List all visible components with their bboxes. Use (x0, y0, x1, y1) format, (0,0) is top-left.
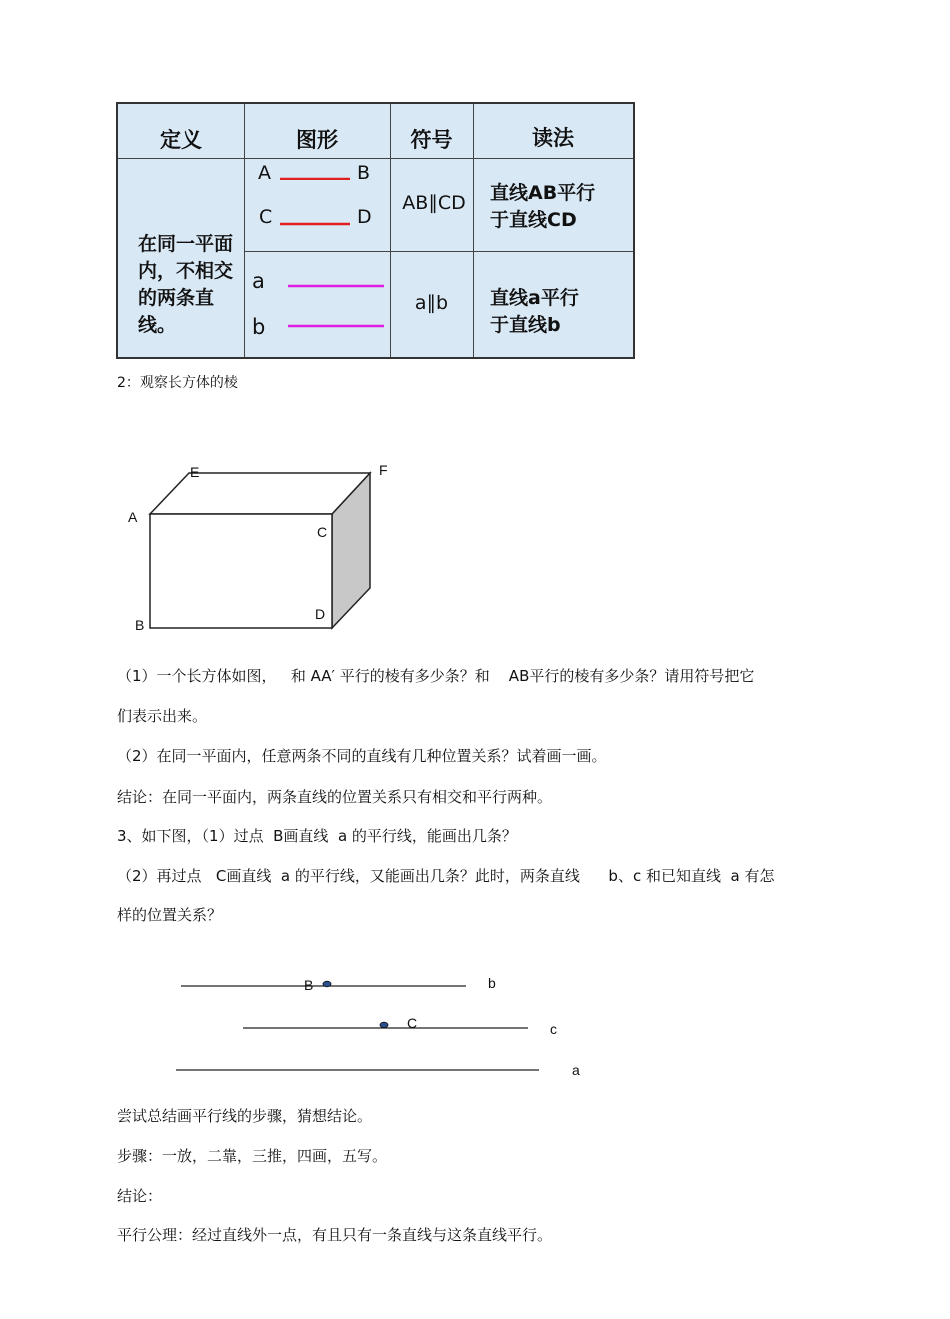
section-3-question-2-line-2: 样的位置关系？ (117, 906, 223, 924)
reading-line-2: 于直线b (490, 314, 561, 336)
question-2: （2）在同一平面内，任意两条不同的直线有几种位置关系？试着画一画。 (117, 747, 607, 765)
segment-ab (278, 172, 352, 180)
table-divider (244, 251, 633, 252)
line-label-a: a (572, 1062, 580, 1078)
reading-line-2: 于直线CD (490, 209, 577, 231)
reading-line-1: 直线a平行 (490, 287, 579, 309)
section-2-title: 2：观察长方体的棱 (117, 375, 238, 391)
symbol-a-b: a∥b (414, 292, 449, 314)
line-label-b: b (488, 975, 496, 991)
point-label-C: C (407, 1015, 418, 1031)
symbol-ab-cd: AB∥CD (402, 192, 466, 214)
definition-table (116, 102, 635, 359)
try-summary: 尝试总结画平行线的步骤，猜想结论。 (117, 1107, 373, 1125)
table-header-definition: 定义 (160, 128, 202, 152)
point-label-B: B (357, 162, 371, 184)
table-header-figure: 图形 (296, 128, 338, 152)
section-3-title: 3、如下图，（1）过点 B画直线 a 的平行线，能画出几条？ (117, 827, 517, 845)
point-label-A: A (258, 162, 271, 184)
section-3-question-2-line-1: （2）再过点 C画直线 a 的平行线，又能画出几条？此时，两条直线 b、c 和已知直线 a 有怎 (117, 867, 775, 885)
line-label-b: b (252, 315, 266, 339)
table-divider (118, 158, 633, 159)
question-1-line-1: （1）一个长方体如图， 和 AA′ 平行的棱有多少条？和 AB平行的棱有多少条？请用符号把它 (117, 667, 755, 685)
table-header-symbol: 符号 (410, 128, 453, 152)
point-label-D: D (357, 206, 372, 228)
steps: 步骤：一放，二靠，三推，四画，五写。 (117, 1147, 388, 1165)
parallel-axiom: 平行公理：经过直线外一点，有且只有一条直线与这条直线平行。 (117, 1226, 553, 1244)
definition-text: 在同一平面内，不相交的两条直线。 (138, 233, 234, 336)
segment-cd (278, 218, 352, 226)
cuboid-figure (100, 455, 420, 645)
vertex-label-A: A (128, 509, 138, 525)
line-b (286, 322, 386, 330)
vertex-label-B: B (135, 617, 145, 633)
reading-line-1: 直线AB平行 (490, 182, 596, 204)
conclusion-1: 结论：在同一平面内，两条直线的位置关系只有相交和平行两种。 (117, 788, 553, 806)
table-header-reading: 读法 (532, 126, 574, 150)
point-label-C: C (259, 206, 273, 228)
question-1-line-2: 们表示出来。 (117, 707, 208, 725)
conclusion-2: 结论： (117, 1187, 163, 1205)
line-label-c: c (550, 1021, 557, 1037)
point-label-B: B (304, 977, 314, 993)
line-label-a: a (252, 269, 265, 293)
line-a (286, 282, 386, 290)
vertex-label-E: E (190, 464, 200, 480)
vertex-label-F: F (379, 462, 388, 478)
vertex-label-D: D (315, 606, 326, 622)
vertex-label-C: C (317, 524, 328, 540)
